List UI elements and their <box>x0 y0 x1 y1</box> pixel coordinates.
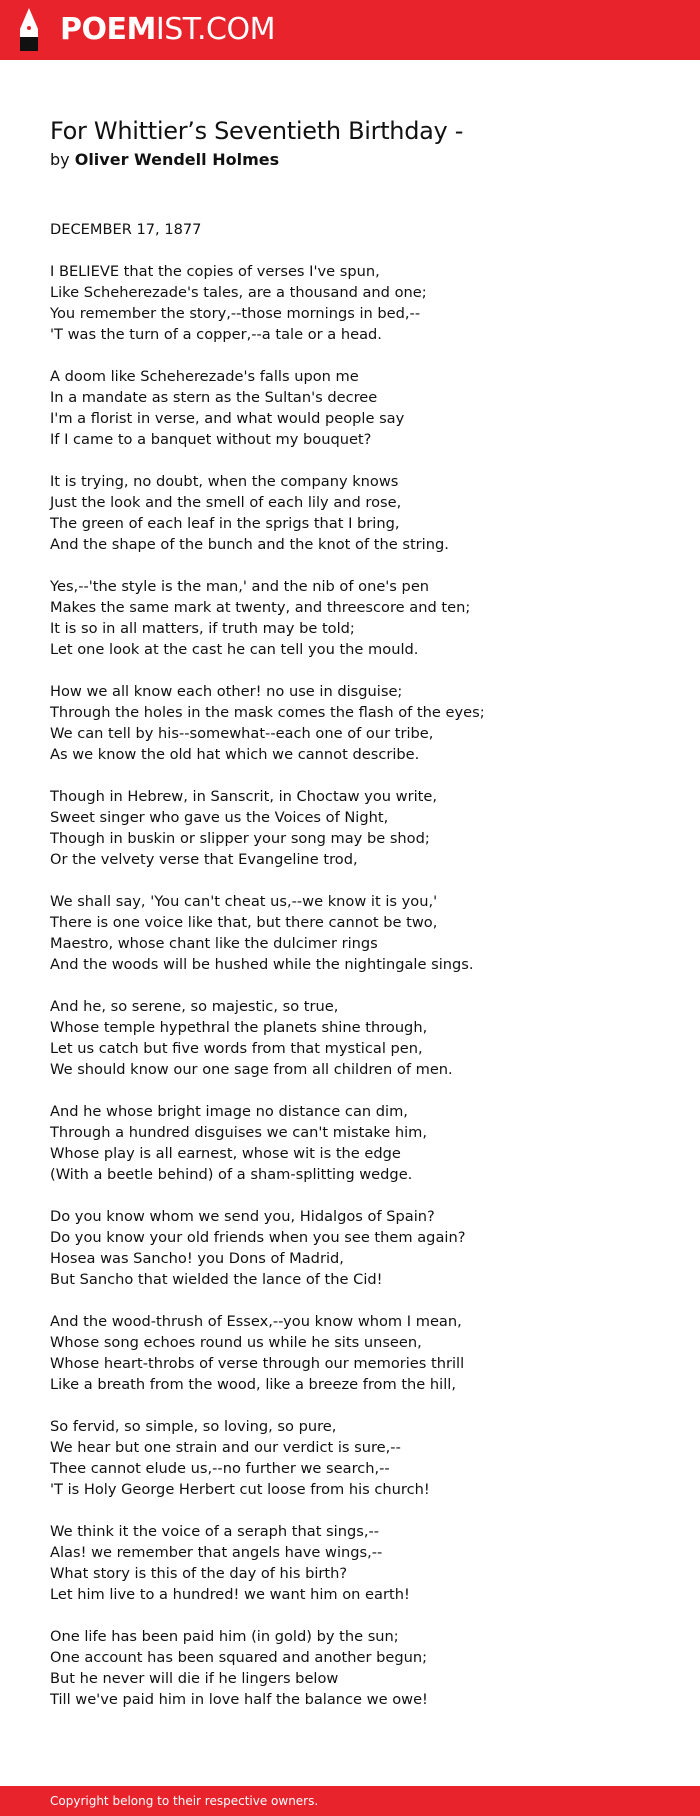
copyright-text: Copyright belong to their respective owners. <box>50 1794 319 1808</box>
author-name: Oliver Wendell Holmes <box>74 150 280 169</box>
poem-line: Like a breath from the wood, like a breeze from the hill, <box>50 1376 456 1393</box>
poem-line: Though in buskin or slipper your song may be shod; <box>50 830 430 847</box>
poem-line: One life has been paid him (in gold) by the sun; <box>50 1628 399 1645</box>
poem-line: Or the velvety verse that Evangeline trod, <box>50 851 358 868</box>
stanza <box>50 996 670 1080</box>
poem-line: 'T was the turn of a copper,--a tale or a head. <box>50 326 382 343</box>
poem-line: Through the holes in the mask comes the flash of the eyes; <box>50 704 485 721</box>
poem-line: And the wood-thrush of Essex,--you know whom I mean, <box>50 1313 462 1330</box>
poem-line: Like Scheherezade's tales, are a thousand and one; <box>50 284 427 301</box>
poem-line: As we know the old hat which we cannot describe. <box>50 746 420 763</box>
stanza <box>50 261 670 345</box>
poem-line: You remember the story,--those mornings in bed,-- <box>50 305 421 322</box>
stanza <box>50 366 670 450</box>
stanza <box>50 1206 670 1290</box>
stanza <box>50 681 670 765</box>
poem-line: There is one voice like that, but there cannot be two, <box>50 914 438 931</box>
poem-line: We shall say, 'You can't cheat us,--we know it is you,' <box>50 893 438 910</box>
poem-line: 'T is Holy George Herbert cut loose from his church! <box>50 1481 430 1498</box>
poem-title: For Whittier’s Seventieth Birthday - <box>50 117 464 145</box>
byline <box>50 150 660 170</box>
poem-line: Thee cannot elude us,--no further we search,-- <box>50 1460 390 1477</box>
poem-line: The green of each leaf in the sprigs that I bring, <box>50 515 400 532</box>
poem-line: Do you know whom we send you, Hidalgos of Spain? <box>50 1208 435 1225</box>
byline-prefix: by <box>50 150 70 169</box>
logo-text-bold: POEM <box>60 12 156 47</box>
poem-line: We think it the voice of a seraph that sings,-- <box>50 1523 380 1540</box>
poem-line: Let us catch but five words from that mystical pen, <box>50 1040 423 1057</box>
poem-heading <box>50 112 660 170</box>
stanza <box>50 891 670 975</box>
site-logo[interactable] <box>60 12 275 47</box>
stanza <box>50 1521 670 1605</box>
poem-line: Whose temple hypethral the planets shine through, <box>50 1019 428 1036</box>
poem-line: What story is this of the day of his birth? <box>50 1565 348 1582</box>
poem-line: And he, so serene, so majestic, so true, <box>50 998 339 1015</box>
stanza <box>50 471 670 555</box>
poem-line: Makes the same mark at twenty, and threescore and ten; <box>50 599 471 616</box>
stanza <box>50 1311 670 1395</box>
poem-line: Through a hundred disguises we can't mistake him, <box>50 1124 428 1141</box>
stanza <box>50 1101 670 1185</box>
poem-line: Maestro, whose chant like the dulcimer rings <box>50 935 378 952</box>
stanza <box>50 1626 670 1710</box>
site-footer <box>0 1786 700 1816</box>
poem-line: So fervid, so simple, so loving, so pure, <box>50 1418 337 1435</box>
poem-line: I'm a florist in verse, and what would people say <box>50 410 405 427</box>
poem-line: Sweet singer who gave us the Voices of Night, <box>50 809 389 826</box>
poem-line: Till we've paid him in love half the balance we owe! <box>50 1691 428 1708</box>
poem-line: Whose heart-throbs of verse through our memories thrill <box>50 1355 465 1372</box>
poem-line: But he never will die if he lingers below <box>50 1670 339 1687</box>
poem-body <box>50 219 670 1731</box>
poem-line: Whose song echoes round us while he sits unseen, <box>50 1334 422 1351</box>
poem-line: How we all know each other! no use in disguise; <box>50 683 403 700</box>
poem-line: Alas! we remember that angels have wings,-- <box>50 1544 383 1561</box>
poem-line: And the woods will be hushed while the nightingale sings. <box>50 956 474 973</box>
stanza <box>50 786 670 870</box>
stanza <box>50 219 670 240</box>
poem-line: (With a beetle behind) of a sham-splitting wedge. <box>50 1166 413 1183</box>
logo-text-light: IST.COM <box>155 12 275 47</box>
poem-line: It is so in all matters, if truth may be told; <box>50 620 355 637</box>
poem-line: Do you know your old friends when you see them again? <box>50 1229 466 1246</box>
poem-line: DECEMBER 17, 1877 <box>50 221 202 238</box>
poem-line: It is trying, no doubt, when the company knows <box>50 473 399 490</box>
stanza <box>50 576 670 660</box>
poem-line: Hosea was Sancho! you Dons of Madrid, <box>50 1250 344 1267</box>
poem-line: We can tell by his--somewhat--each one of our tribe, <box>50 725 434 742</box>
poem-line: Let him live to a hundred! we want him on earth! <box>50 1586 410 1603</box>
poem-line: Just the look and the smell of each lily and rose, <box>50 494 402 511</box>
poem-line: A doom like Scheherezade's falls upon me <box>50 368 359 385</box>
site-header <box>0 0 700 60</box>
poem-line: Yes,--'the style is the man,' and the nib of one's pen <box>50 578 430 595</box>
poem-line: I BELIEVE that the copies of verses I've spun, <box>50 263 380 280</box>
pen-nib-icon[interactable] <box>16 7 42 53</box>
poem-line: One account has been squared and another begun; <box>50 1649 428 1666</box>
poem-line: And he whose bright image no distance can dim, <box>50 1103 408 1120</box>
poem-line: Let one look at the cast he can tell you the mould. <box>50 641 419 658</box>
stanza <box>50 1416 670 1500</box>
poem-line: But Sancho that wielded the lance of the Cid! <box>50 1271 383 1288</box>
poem-line: And the shape of the bunch and the knot of the string. <box>50 536 449 553</box>
poem-line: Whose play is all earnest, whose wit is the edge <box>50 1145 401 1162</box>
poem-line: If I came to a banquet without my bouquet? <box>50 431 372 448</box>
poem-line: We should know our one sage from all children of men. <box>50 1061 453 1078</box>
poem-line: Though in Hebrew, in Sanscrit, in Choctaw you write, <box>50 788 437 805</box>
poem-line: In a mandate as stern as the Sultan's decree <box>50 389 378 406</box>
poem-line: We hear but one strain and our verdict is sure,-- <box>50 1439 401 1456</box>
